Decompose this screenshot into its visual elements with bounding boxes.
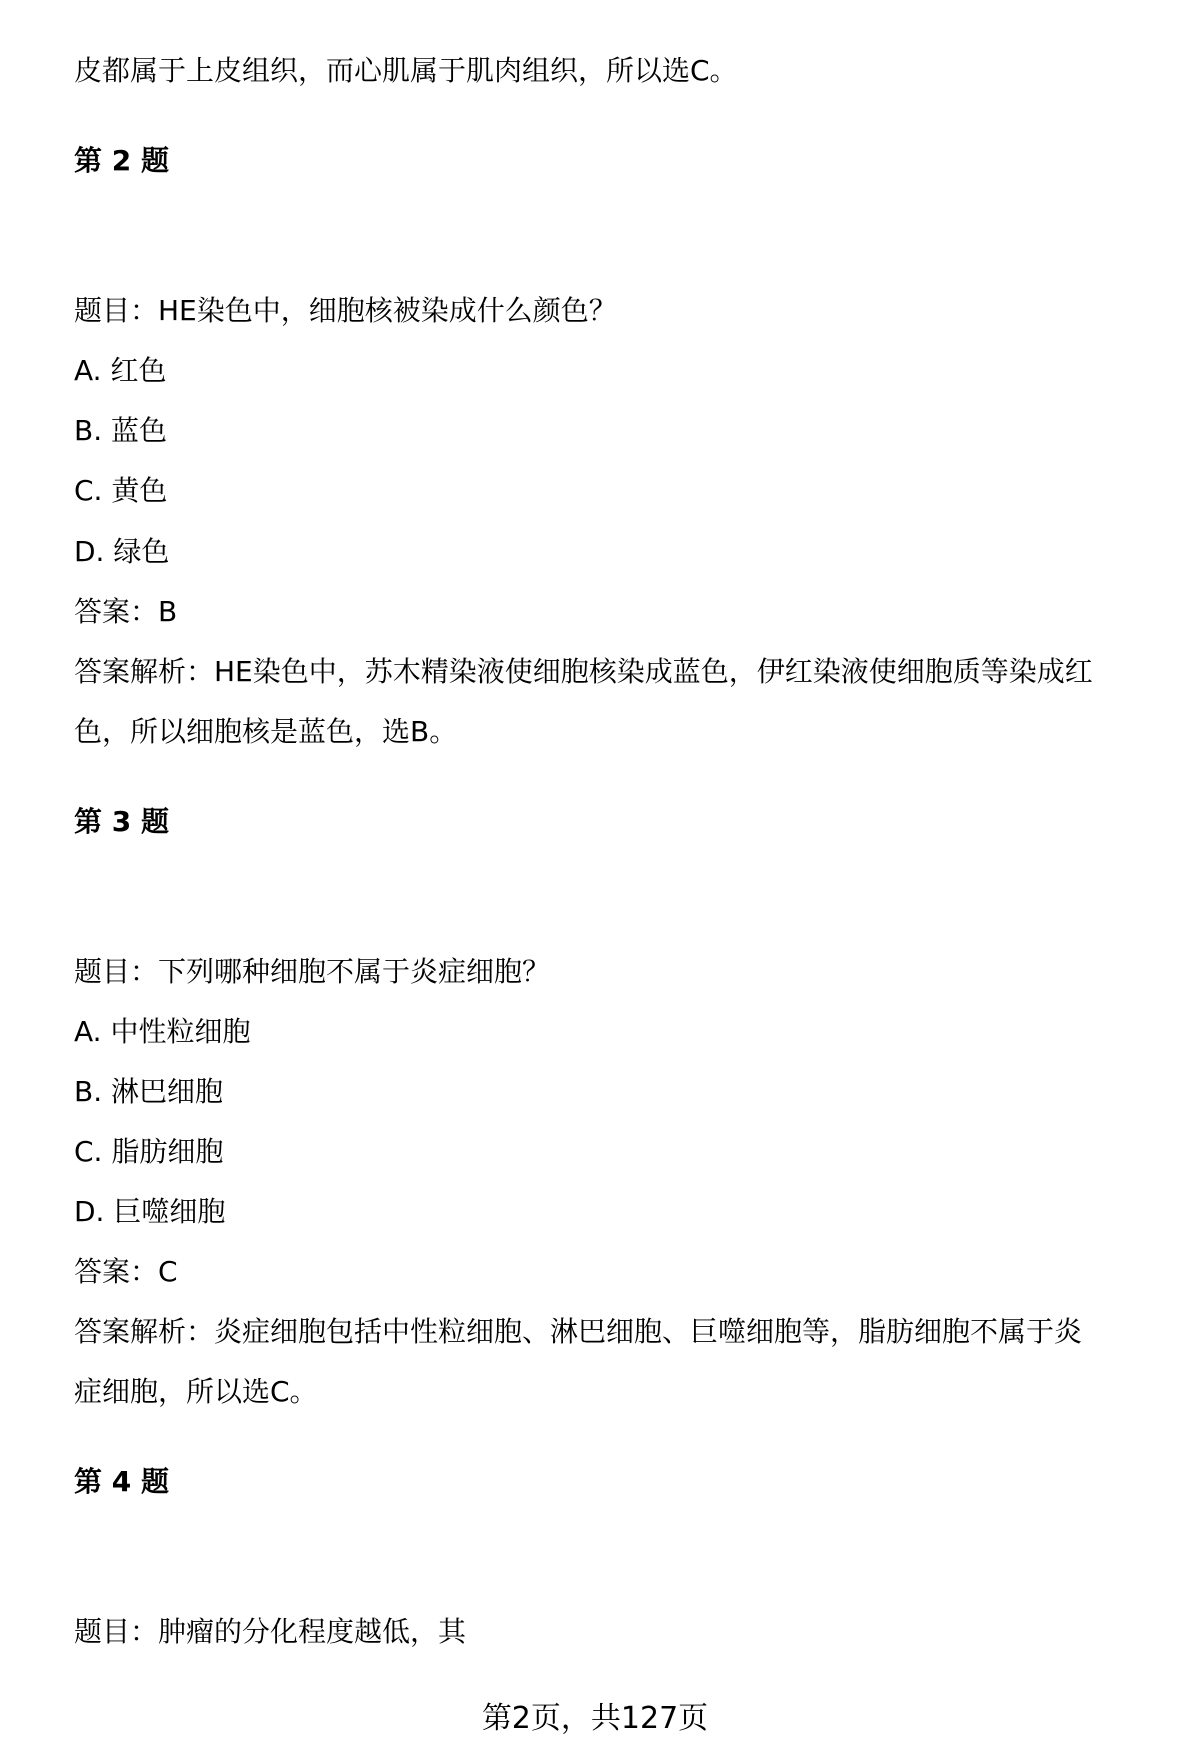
question-2-heading: 第 2 题 xyxy=(74,144,169,177)
question-3-option-a: A. 中性粒细胞 xyxy=(74,1015,251,1048)
question-2-option-a: A. 红色 xyxy=(74,354,167,387)
question-2-prompt: 题目：HE染色中，细胞核被染成什么颜色？ xyxy=(74,294,617,327)
question-2-option-b: B. 蓝色 xyxy=(74,414,168,447)
question-3-option-c: C. 脂肪细胞 xyxy=(74,1135,224,1168)
question-3-prompt: 题目：下列哪种细胞不属于炎症细胞？ xyxy=(74,955,551,988)
intro-text: 皮都属于上皮组织，而心肌属于肌肉组织，所以选C。 xyxy=(74,54,738,87)
question-2-analysis-line-2: 色，所以细胞核是蓝色，选B。 xyxy=(74,715,458,748)
question-4-prompt: 题目：肿瘤的分化程度越低，其 xyxy=(74,1615,467,1648)
page-footer: 第2页，共127页 xyxy=(481,1701,709,1736)
question-2-analysis-line-1: 答案解析：HE染色中，苏木精染液使细胞核染成蓝色，伊红染液使细胞质等染成红 xyxy=(74,655,1093,688)
question-2-option-c: C. 黄色 xyxy=(74,474,168,507)
question-3-analysis-line-1: 答案解析：炎症细胞包括中性粒细胞、淋巴细胞、巨噬细胞等，脂肪细胞不属于炎 xyxy=(74,1315,1083,1348)
question-3-answer: 答案：C xyxy=(74,1255,178,1288)
question-3-option-d: D. 巨噬细胞 xyxy=(74,1195,226,1228)
question-3-heading: 第 3 题 xyxy=(74,805,169,838)
question-2-option-d: D. 绿色 xyxy=(74,535,170,568)
question-2-answer: 答案：B xyxy=(74,595,178,628)
question-3-analysis-line-2: 症细胞，所以选C。 xyxy=(74,1375,318,1408)
question-3-option-b: B. 淋巴细胞 xyxy=(74,1075,224,1108)
question-4-heading: 第 4 题 xyxy=(74,1465,169,1498)
